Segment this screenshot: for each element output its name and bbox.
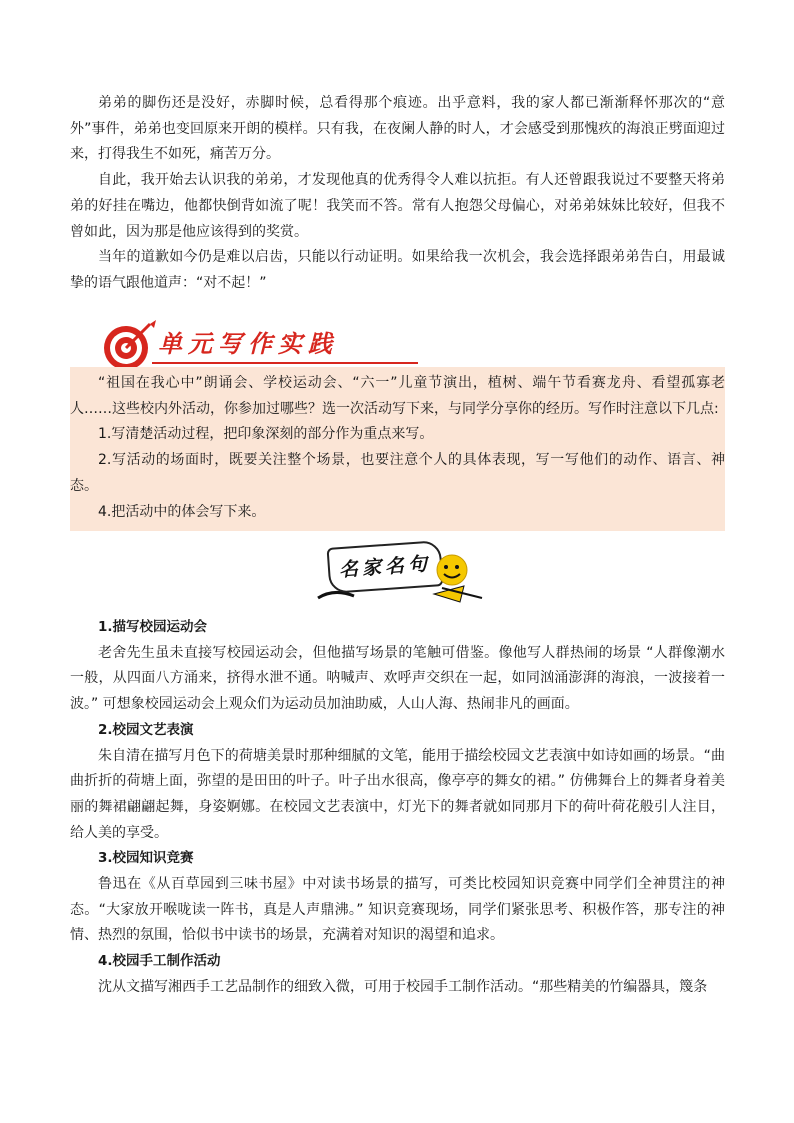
section-heading-1: 1.描写校园运动会 <box>98 619 208 635</box>
intro-paragraph-3: 当年的道歉如今仍是难以启齿，只能以行动证明。如果给我一次机会，我会选择跟弟弟告白，用最诚挚的语气跟他道声：“对不起！” <box>70 249 725 291</box>
quotes-sections <box>70 615 725 1001</box>
section-body-4: 沈从文描写湘西手工艺品制作的细致入微，可用于校园手工制作活动。“那些精美的竹编器具，篾条 <box>98 978 708 995</box>
section-heading-4: 4.校园手工制作活动 <box>98 953 221 970</box>
practice-prompt: “祖国在我心中”朗诵会、学校运动会、“六一”儿童节演出，植树、端午节看赛龙舟、看望孤寡老人……这些校内外活动，你参加过哪些？选一次活动写下来，与同学分享你的经历。写作时注意以下几点: <box>70 375 725 417</box>
practice-item-1: 1.写清楚活动过程，把印象深刻的部分作为重点来写。 <box>98 426 434 443</box>
practice-item-2: 2.写活动的场面时，既要关注整个场景，也要注意个人的具体表现，写一写他们的动作、语言、神态。 <box>70 452 725 494</box>
section-heading-2: 2.校园文艺表演 <box>98 721 194 738</box>
section-heading-3: 3.校园知识竞赛 <box>98 850 194 867</box>
section-body-2: 朱自清在描写月色下的荷塘美景时那种细腻的文笔，能用于描绘校园文艺表演中如诗如画的场景。“曲曲折折的荷塘上面，弥望的是田田的叶子。叶子出水很高，像亭亭的舞女的裙。” 仿佛舞台上的舞者身着美丽的舞裙翩翩起舞，身姿婀娜。在校园文艺表演中，灯光下的舞者就如同那月下的荷叶荷花般引人注目，给人美的享受。 <box>70 747 725 841</box>
practice-box <box>70 367 725 531</box>
section-body-1: 老舍先生虽未直接写校园运动会，但他描写场景的笔触可借鉴。像他写人群热闹的场景 “人群像潮水一般，从四面八方涌来，挤得水泄不通。呐喊声、欢呼声交织在一起，如同汹涌澎湃的海浪，一波接着一波。” 可想象校园运动会上观众们为运动员加油助威，人山人海、热闹非凡的画面。 <box>70 644 725 713</box>
famous-quotes-title: 名家名句 <box>327 540 444 594</box>
target-icon <box>100 318 160 372</box>
intro-paragraph-2: 自此，我开始去认识我的弟弟，才发现他真的优秀得令人难以抗拒。有人还曾跟我说过不要整天将弟弟的好挂在嘴边，他都快倒背如流了呢！我笑而不答。常有人抱怨父母偏心，对弟弟妹妹比较好，但我不曾如此，因为那是他应该得到的奖赏。 <box>70 172 725 240</box>
practice-item-3: 4.把活动中的体会写下来。 <box>98 503 266 520</box>
famous-quotes-banner <box>314 536 490 606</box>
intro-paragraph-1: 弟弟的脚伤还是没好，赤脚时候，总看得那个痕迹。出乎意料，我的家人都已渐渐释怀那次的“意外”事件，弟弟也变回原来开朗的模样。只有我，在夜阑人静的时人，才会感受到那愧疚的海浪正劈面迎过来，打得我生不如死，痛苦万分。 <box>70 95 725 163</box>
intro-text <box>70 91 725 297</box>
writing-practice-banner <box>100 318 430 372</box>
section-body-3: 鲁迅在《从百草园到三味书屋》中对读书场景的描写，可类比校园知识竞赛中同学们全神贯注的神态。“大家放开喉咙读一阵书，真是人声鼎沸。” 知识竞赛现场，同学们紧张思考、积极作答，那专注的神情、热烈的氛围，恰似书中读书的场景，充满着对知识的渴望和追求。 <box>70 876 725 944</box>
writing-practice-title: 单元写作实践 <box>152 326 418 364</box>
smiley-sticker-icon <box>432 550 472 590</box>
